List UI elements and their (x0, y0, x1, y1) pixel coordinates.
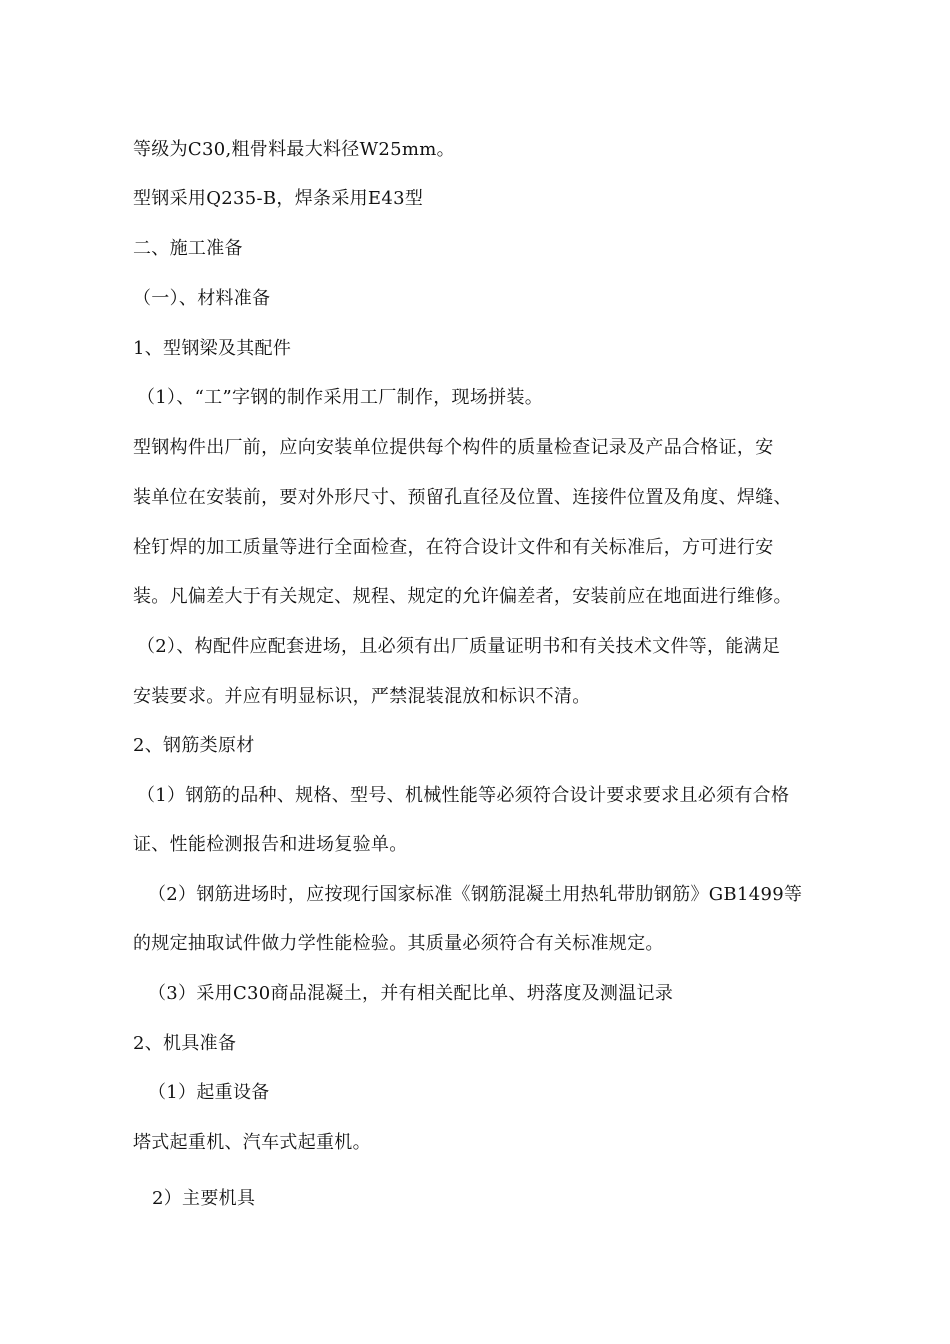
text-line: 等级为C30,粗骨料最大料径W25mm。 (133, 139, 455, 160)
text-line: 装单位在安装前，要对外形尺寸、预留孔直径及位置、连接件位置及角度、焊缝、 (133, 487, 792, 508)
text-line: （1）起重设备 (148, 1082, 270, 1103)
section-heading: 二、施工准备 (133, 238, 243, 259)
text-line: 塔式起重机、汽车式起重机。 (133, 1132, 371, 1153)
text-line: （1）、“工”字钢的制作采用工厂制作，现场拼装。 (137, 387, 544, 408)
text-line: 型钢构件出厂前，应向安装单位提供每个构件的质量检查记录及产品合格证，安 (133, 437, 774, 458)
text-line: 型钢采用Q235-B，焊条采用E43型 (133, 188, 424, 209)
item-heading: 2、钢筋类原材 (133, 735, 255, 756)
text-line: 证、性能检测报告和进场复验单。 (133, 834, 408, 855)
item-heading: 1、型钢梁及其配件 (133, 338, 292, 359)
text-line: （2）、构配件应配套进场，且必须有出厂质量证明书和有关技术文件等，能满足 (137, 636, 781, 657)
text-line: （3）采用C30商品混凝土，并有相关配比单、坍落度及测温记录 (148, 983, 674, 1004)
item-heading: 2、机具准备 (133, 1033, 237, 1054)
text-line: 栓钉焊的加工质量等进行全面检查，在符合设计文件和有关标准后，方可进行安 (133, 537, 774, 558)
text-line: 装。凡偏差大于有关规定、规程、规定的允许偏差者，安装前应在地面进行维修。 (133, 586, 792, 607)
text-line: 安装要求。并应有明显标识，严禁混装混放和标识不清。 (133, 686, 591, 707)
text-line: 的规定抽取试件做力学性能检验。其质量必须符合有关标准规定。 (133, 933, 664, 954)
subsection-heading: （一）、材料准备 (133, 288, 271, 309)
text-line: 2）主要机具 (152, 1188, 256, 1209)
text-line: （2）钢筋进场时，应按现行国家标准《钢筋混凝土用热轧带肋钢筋》GB1499等 (148, 884, 803, 905)
text-line: （1）钢筋的品种、规格、型号、机械性能等必须符合设计要求要求且必须有合格 (137, 785, 790, 806)
